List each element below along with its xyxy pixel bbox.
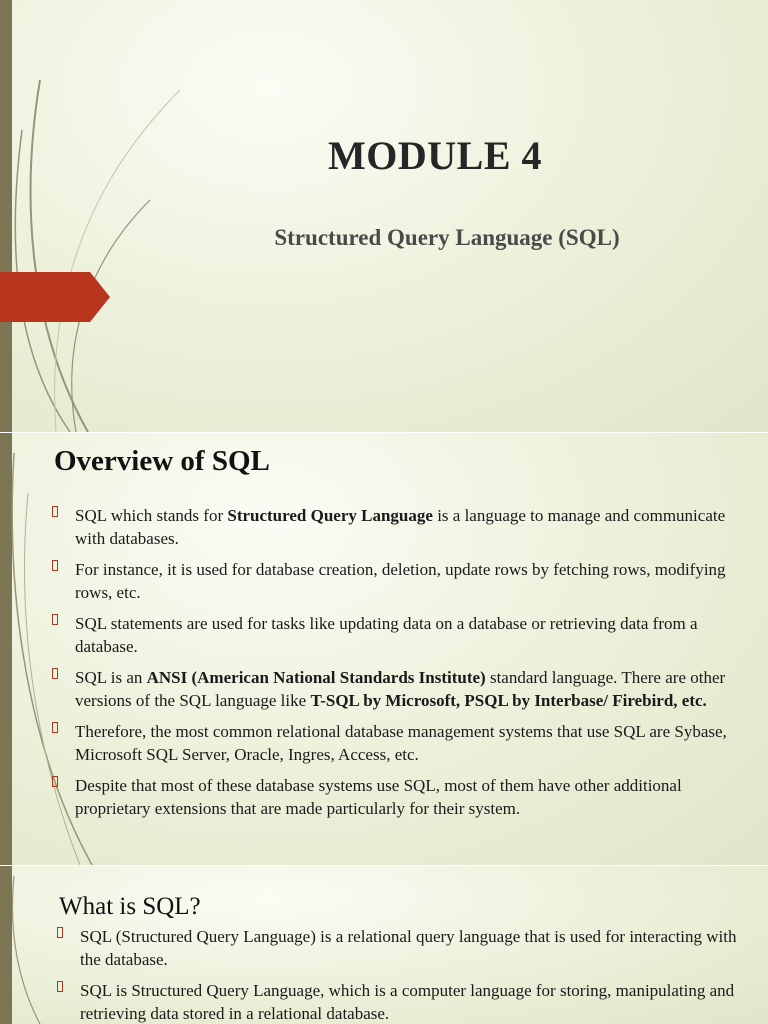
bullet-text: SQL (Structured Query Language) is a relational query language that is used for interacting with the database. bbox=[80, 927, 737, 969]
bullet-item bbox=[50, 720, 750, 766]
bullet-list bbox=[55, 925, 745, 1024]
bullet-item bbox=[50, 558, 750, 604]
bullet-text: SQL statements are used for tasks like updating data on a database or retrieving data from a database. bbox=[75, 614, 698, 656]
bullet-item bbox=[55, 979, 745, 1024]
bullet-item bbox=[50, 774, 750, 820]
bullet-text: standard language. There are other versions of the SQL language like bbox=[75, 668, 726, 710]
bullet-marker-icon bbox=[57, 981, 63, 992]
overview-slide bbox=[0, 433, 768, 865]
bullet-text: Therefore, the most common relational database management systems that use SQL are Sybase, Microsoft SQL Server, Oracle, Ingres, Access, etc. bbox=[75, 722, 727, 764]
title-slide bbox=[0, 0, 768, 432]
accent-arrow-tab bbox=[0, 272, 110, 322]
decorative-curves bbox=[0, 0, 200, 432]
section-heading: Overview of SQL bbox=[54, 445, 270, 477]
bullet-list bbox=[50, 504, 750, 828]
bullet-marker-icon bbox=[57, 927, 63, 938]
bullet-text: SQL which stands for bbox=[75, 506, 228, 525]
bullet-text: is a language to manage and communicate with databases. bbox=[75, 506, 726, 548]
bullet-bold-text: ANSI (American National Standards Institute) bbox=[146, 668, 486, 687]
bullet-item bbox=[50, 612, 750, 658]
bullet-item bbox=[50, 666, 750, 712]
bullet-bold-text: T-SQL by Microsoft, PSQL by Interbase/ Firebird, etc. bbox=[310, 691, 707, 710]
bullet-item bbox=[50, 504, 750, 550]
bullet-text: SQL is Structured Query Language, which is a computer language for storing, manipulating and retrieving data stored in a relational database. bbox=[80, 981, 735, 1023]
bullet-marker-icon bbox=[52, 776, 58, 787]
section-heading: What is SQL? bbox=[59, 893, 201, 920]
bullet-text: For instance, it is used for database creation, deletion, update rows by fetching rows, modifying rows, etc. bbox=[75, 560, 726, 602]
bullet-bold-text: Structured Query Language bbox=[227, 506, 433, 525]
slide-subtitle: Structured Query Language (SQL) bbox=[274, 225, 620, 250]
bullet-item bbox=[55, 925, 745, 971]
bullet-marker-icon bbox=[52, 614, 58, 625]
bullet-marker-icon bbox=[52, 506, 58, 517]
bullet-marker-icon bbox=[52, 560, 58, 571]
bullet-text: SQL is an bbox=[75, 668, 147, 687]
bullet-marker-icon bbox=[52, 668, 58, 679]
bullet-marker-icon bbox=[52, 722, 58, 733]
bullet-text: Despite that most of these database systems use SQL, most of them have other additional proprietary extensions that are made particularly for their system. bbox=[75, 776, 682, 818]
what-is-sql-slide bbox=[0, 866, 768, 1024]
slide-title: MODULE 4 bbox=[328, 133, 542, 178]
